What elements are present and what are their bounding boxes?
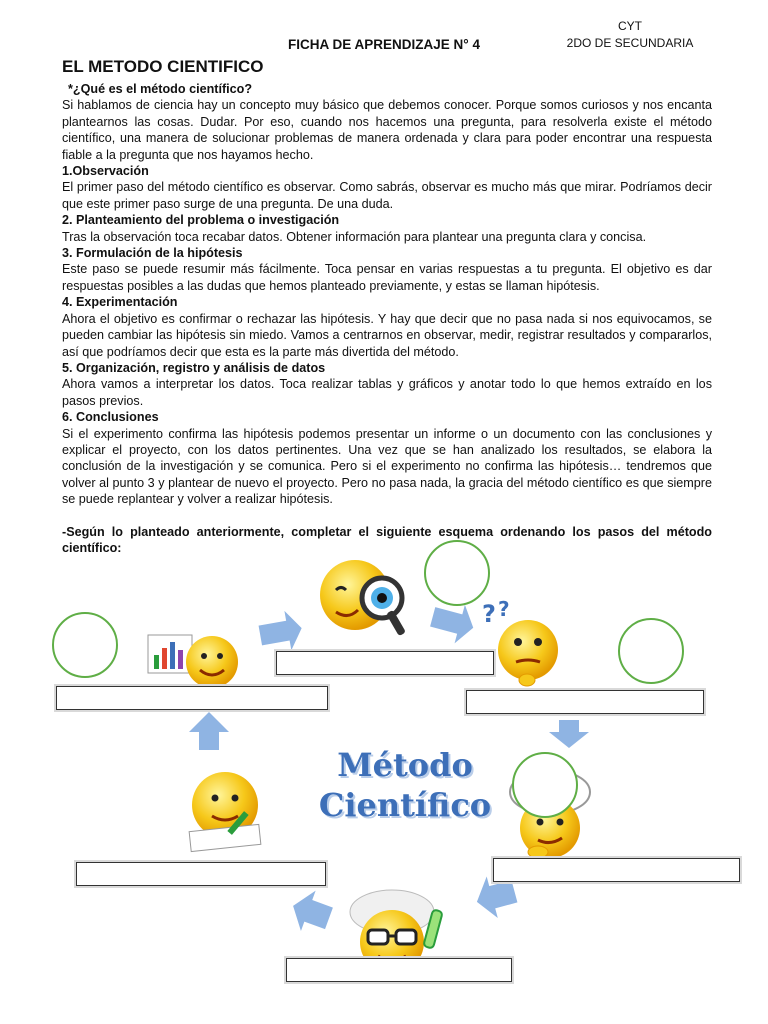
observing-smiley-icon [320,560,406,636]
section-text: El primer paso del método científico es observar. Como sabrás, observar es mucho más que mirar. Podríamos decir que este primer paso surge de una pregunta. De una duda. [62,180,712,211]
section-text: Ahora el objetivo es confirmar o rechazar las hipótesis. Y hay que decir que no pasa nada si nos equivocamos, se pueden cambiar las hipótesis sin miedo. Vamos a centrarnos en observar, medir, registrar resultados y compararlos, así que podríamos decir que esta es la parte más divertida del método. [62,311,712,359]
arrow-down-icon [549,720,589,748]
arrow-up-icon [189,712,229,750]
arrow-right-icon [257,608,305,655]
diagram-title-line1: Método [337,746,473,784]
section-text: Ahora vamos a interpretar los datos. Toca realizar tablas y gráficos y anotar todo lo que hemos extraído en los pasos previos. [62,377,712,408]
document-body [62,81,712,556]
step-number-circle[interactable] [512,752,578,818]
diagram-title-line2: Científico [318,786,492,824]
section-text: Tras la observación toca recabar datos. Obtener información para plantear una pregunta clara y concisa. [62,229,647,244]
svg-text:?: ? [482,600,496,628]
section-heading: 2. Planteamiento del problema o investigación [62,213,340,228]
page-title: EL METODO CIENTIFICO [62,57,264,76]
subject-label: CYT [618,19,642,33]
writing-smiley-icon [189,772,261,852]
step-number-circle[interactable] [618,618,684,684]
worksheet-title: FICHA DE APRENDIZAJE N° 4 [288,37,480,52]
step-answer-box[interactable] [493,858,740,882]
step-answer-box[interactable] [276,651,494,675]
step-answer-box[interactable] [76,862,326,886]
svg-text:?: ? [498,597,510,621]
section-heading: 4. Experimentación [62,295,178,310]
section-heading: 6. Conclusiones [62,410,159,425]
diagram-title [305,745,505,825]
section-heading: 1.Observación [62,164,149,179]
step-answer-box[interactable] [286,958,512,982]
scientific-method-diagram [40,540,740,1010]
step-number-circle[interactable] [52,612,118,678]
section-text: Si el experimento confirma las hipótesis podemos presentar un informe o un documento con las conclusiones y explicar el proyecto, con los datos pertinentes. Una vez que se han analizado los resultados, se elabora la conclusión de la investigación y se comunica. Pero si el experimento no confirma las hipótesis… tendremos que volver al punto 3 y plantear de nuevo el proyecto. Pero no pasa nada, la gracia del método científico es que siempre se puede replantear y volver a realizar hipótesis. [62,426,712,507]
grade-label: 2DO DE SECUNDARIA [566,36,694,50]
instruction-text: -Según lo planteado anteriormente, completar el siguiente esquema ordenando los pasos del método científico: [62,524,712,555]
section-heading: 3. Formulación de la hipótesis [62,246,243,261]
step-number-circle[interactable] [424,540,490,606]
section-text: Este paso se puede resumir más fácilmente. Toca pensar en varias respuestas a tu pregunta. El objetivo es dar respuestas posibles a las dudas que hemos planteado previamente, y estas se llaman hipótesis. [62,262,712,293]
chart-smiley-icon [148,635,238,688]
intro-paragraph: Si hablamos de ciencia hay un concepto muy básico que debemos conocer. Porque somos curiosos y nos encanta plantearnos las cosas. Dudar. Por eso, cuando nos hacemos una pregunta, para resolverla existe el método científico, una manera de solucionar problemas de manera ordenada y clara para poder encontrar una respuesta fiable a la pregunta que nos hayamos hecho. [62,98,712,162]
section-heading: 5. Organización, registro y análisis de datos [62,360,326,375]
intro-question: *¿Qué es el método científico? [68,82,253,96]
step-answer-box[interactable] [56,686,328,710]
step-answer-box[interactable] [466,690,704,714]
arrow-left-icon [286,885,336,938]
